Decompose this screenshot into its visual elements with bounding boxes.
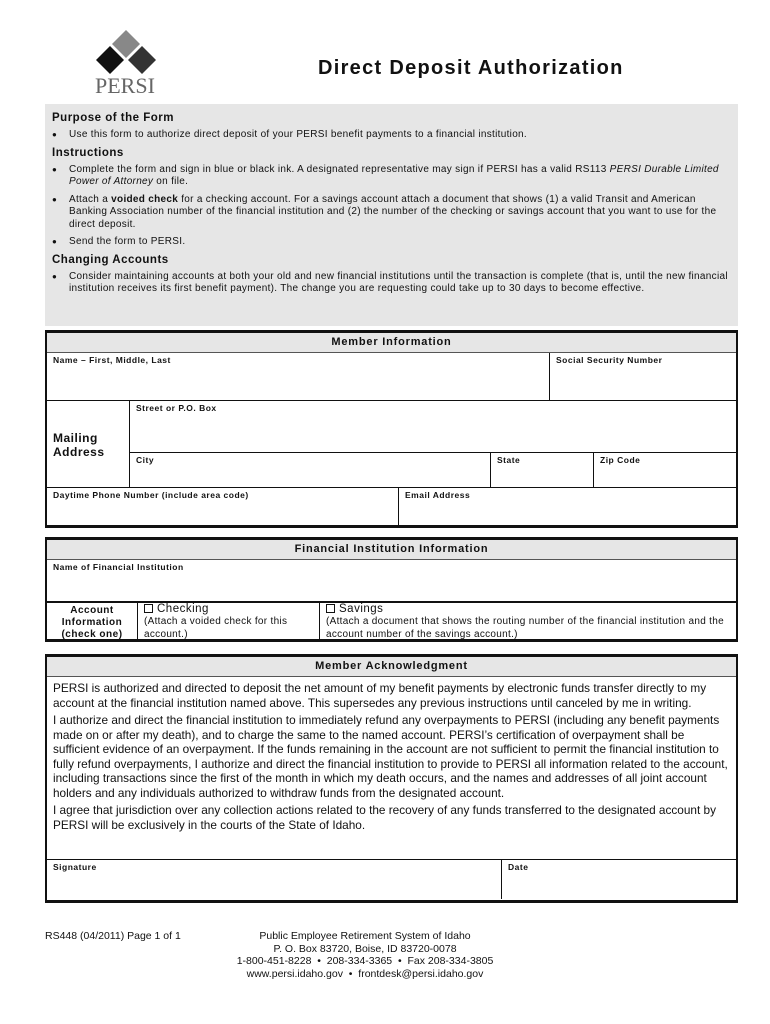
member-acknowledgment-section [45, 654, 738, 903]
changing-item: ● Consider maintaining accounts at both your old and new financial institutions until the transaction is complete (that is, until the new financial institution receives its first benefit payment). The change you are requesting could take up to 30 days to become effective. [52, 271, 731, 296]
savings-checkbox[interactable] [326, 604, 335, 613]
instructions-panel [45, 104, 738, 326]
section-header: Member Acknowledgment [47, 657, 736, 677]
zip-field[interactable]: Zip Code [600, 455, 641, 465]
org-name: Public Employee Retirement System of Idaho [259, 930, 471, 942]
text: Complete the form and sign in blue or black ink. A designated representative may sign if PERSI has a valid RS113 [69, 163, 610, 175]
ack-paragraph: PERSI is authorized and directed to deposit the net amount of my benefit payments by electronic funds transfer directly to my account at the financial institution named above. This supersedes any previous instructions until canceled by me in writing. [53, 681, 707, 710]
instruction-item [52, 194, 731, 232]
text: Attach a [69, 193, 112, 205]
email-field[interactable]: Email Address [405, 490, 471, 500]
savings-option[interactable] [320, 603, 736, 640]
instruction-item [52, 164, 731, 189]
instruction-item: ● Send the form to PERSI. [52, 236, 731, 249]
ssn-field[interactable]: Social Security Number [556, 355, 663, 365]
date-field[interactable]: Date [508, 862, 529, 872]
address: P. O. Box 83720, Boise, ID 83720-0078 [273, 942, 457, 955]
phone-field[interactable]: Daytime Phone Number (include area code) [47, 488, 399, 526]
contact-info [200, 930, 530, 980]
instructions-heading: Instructions [52, 146, 124, 159]
checking-checkbox[interactable] [144, 604, 153, 613]
account-info-label: Account Information (check one) [47, 603, 138, 640]
emphasis: voided check [111, 193, 179, 205]
ack-paragraph: I authorize and direct the financial institution to immediately refund any overpayments to PERSI (including any benefit payments made on or after my death), and to charge the same to the named account. PERSI’s certification of overpayment shall be sufficient evidence of an overpayment. If the funds remaining in the account are not sufficient to permit the financial institution to fully refund overpayments, I authorize and direct the financial institution to provide to PERSI all information related to the account, including transactions since the first of the month in which my death occurs, and the names and addresses of all joint account holders and any individuals authorized to withdraw funds from the designated account. [53, 713, 728, 800]
city-field[interactable]: City [130, 453, 491, 487]
text: for a checking account. For a savings account attach a document that shows (1) a valid Transit and American Banking Association number of the financial institution and (2) the number of the checking or savings account that you want to use for the direct deposit. [69, 193, 717, 230]
savings-label: Savings [339, 603, 384, 615]
name-field[interactable]: Name – First, Middle, Last [47, 353, 550, 400]
checking-option[interactable] [138, 603, 320, 640]
page-title: Direct Deposit Authorization [318, 57, 624, 79]
web-email: www.persi.idaho.gov • frontdesk@persi.idaho.gov [246, 967, 484, 980]
purpose-item: ● Use this form to authorize direct deposit of your PERSI benefit payments to a financial institution. [52, 129, 731, 142]
section-header: Member Information [47, 333, 736, 353]
mailing-address-label: Mailing Address [47, 401, 130, 487]
form-name: PERSI Durable Limited Power of Attorney [69, 163, 719, 187]
institution-name-field[interactable]: Name of Financial Institution [53, 562, 184, 572]
form-id: RS448 (04/2011) Page 1 of 1 [45, 930, 181, 942]
checking-note: (Attach a voided check for this account.) [144, 616, 288, 640]
state-field[interactable]: State [491, 453, 594, 487]
savings-note: (Attach a document that shows the routing number of the financial institution and the account number of the savings account.) [326, 616, 724, 640]
ack-paragraph: I agree that jurisdiction over any collection actions related to the recovery of any funds transferred to the designated account by PERSI will be exclusively in the courts of the State of Idaho. [53, 803, 716, 832]
checking-label: Checking [157, 603, 209, 615]
member-information-section [45, 330, 738, 528]
phones: 1-800-451-8228 • 208-334-3365 • Fax 208-334-3805 [236, 955, 494, 967]
persi-logo [92, 28, 172, 98]
section-header: Financial Institution Information [47, 540, 736, 560]
street-field[interactable]: Street or P.O. Box [136, 403, 217, 413]
logo-text: PERSI [95, 73, 155, 98]
text: on file. [153, 176, 189, 187]
changing-heading: Changing Accounts [52, 253, 169, 266]
diamond-logo-icon [92, 28, 172, 78]
financial-institution-section [45, 537, 738, 642]
purpose-heading: Purpose of the Form [52, 112, 174, 124]
signature-field[interactable]: Signature [47, 860, 502, 899]
